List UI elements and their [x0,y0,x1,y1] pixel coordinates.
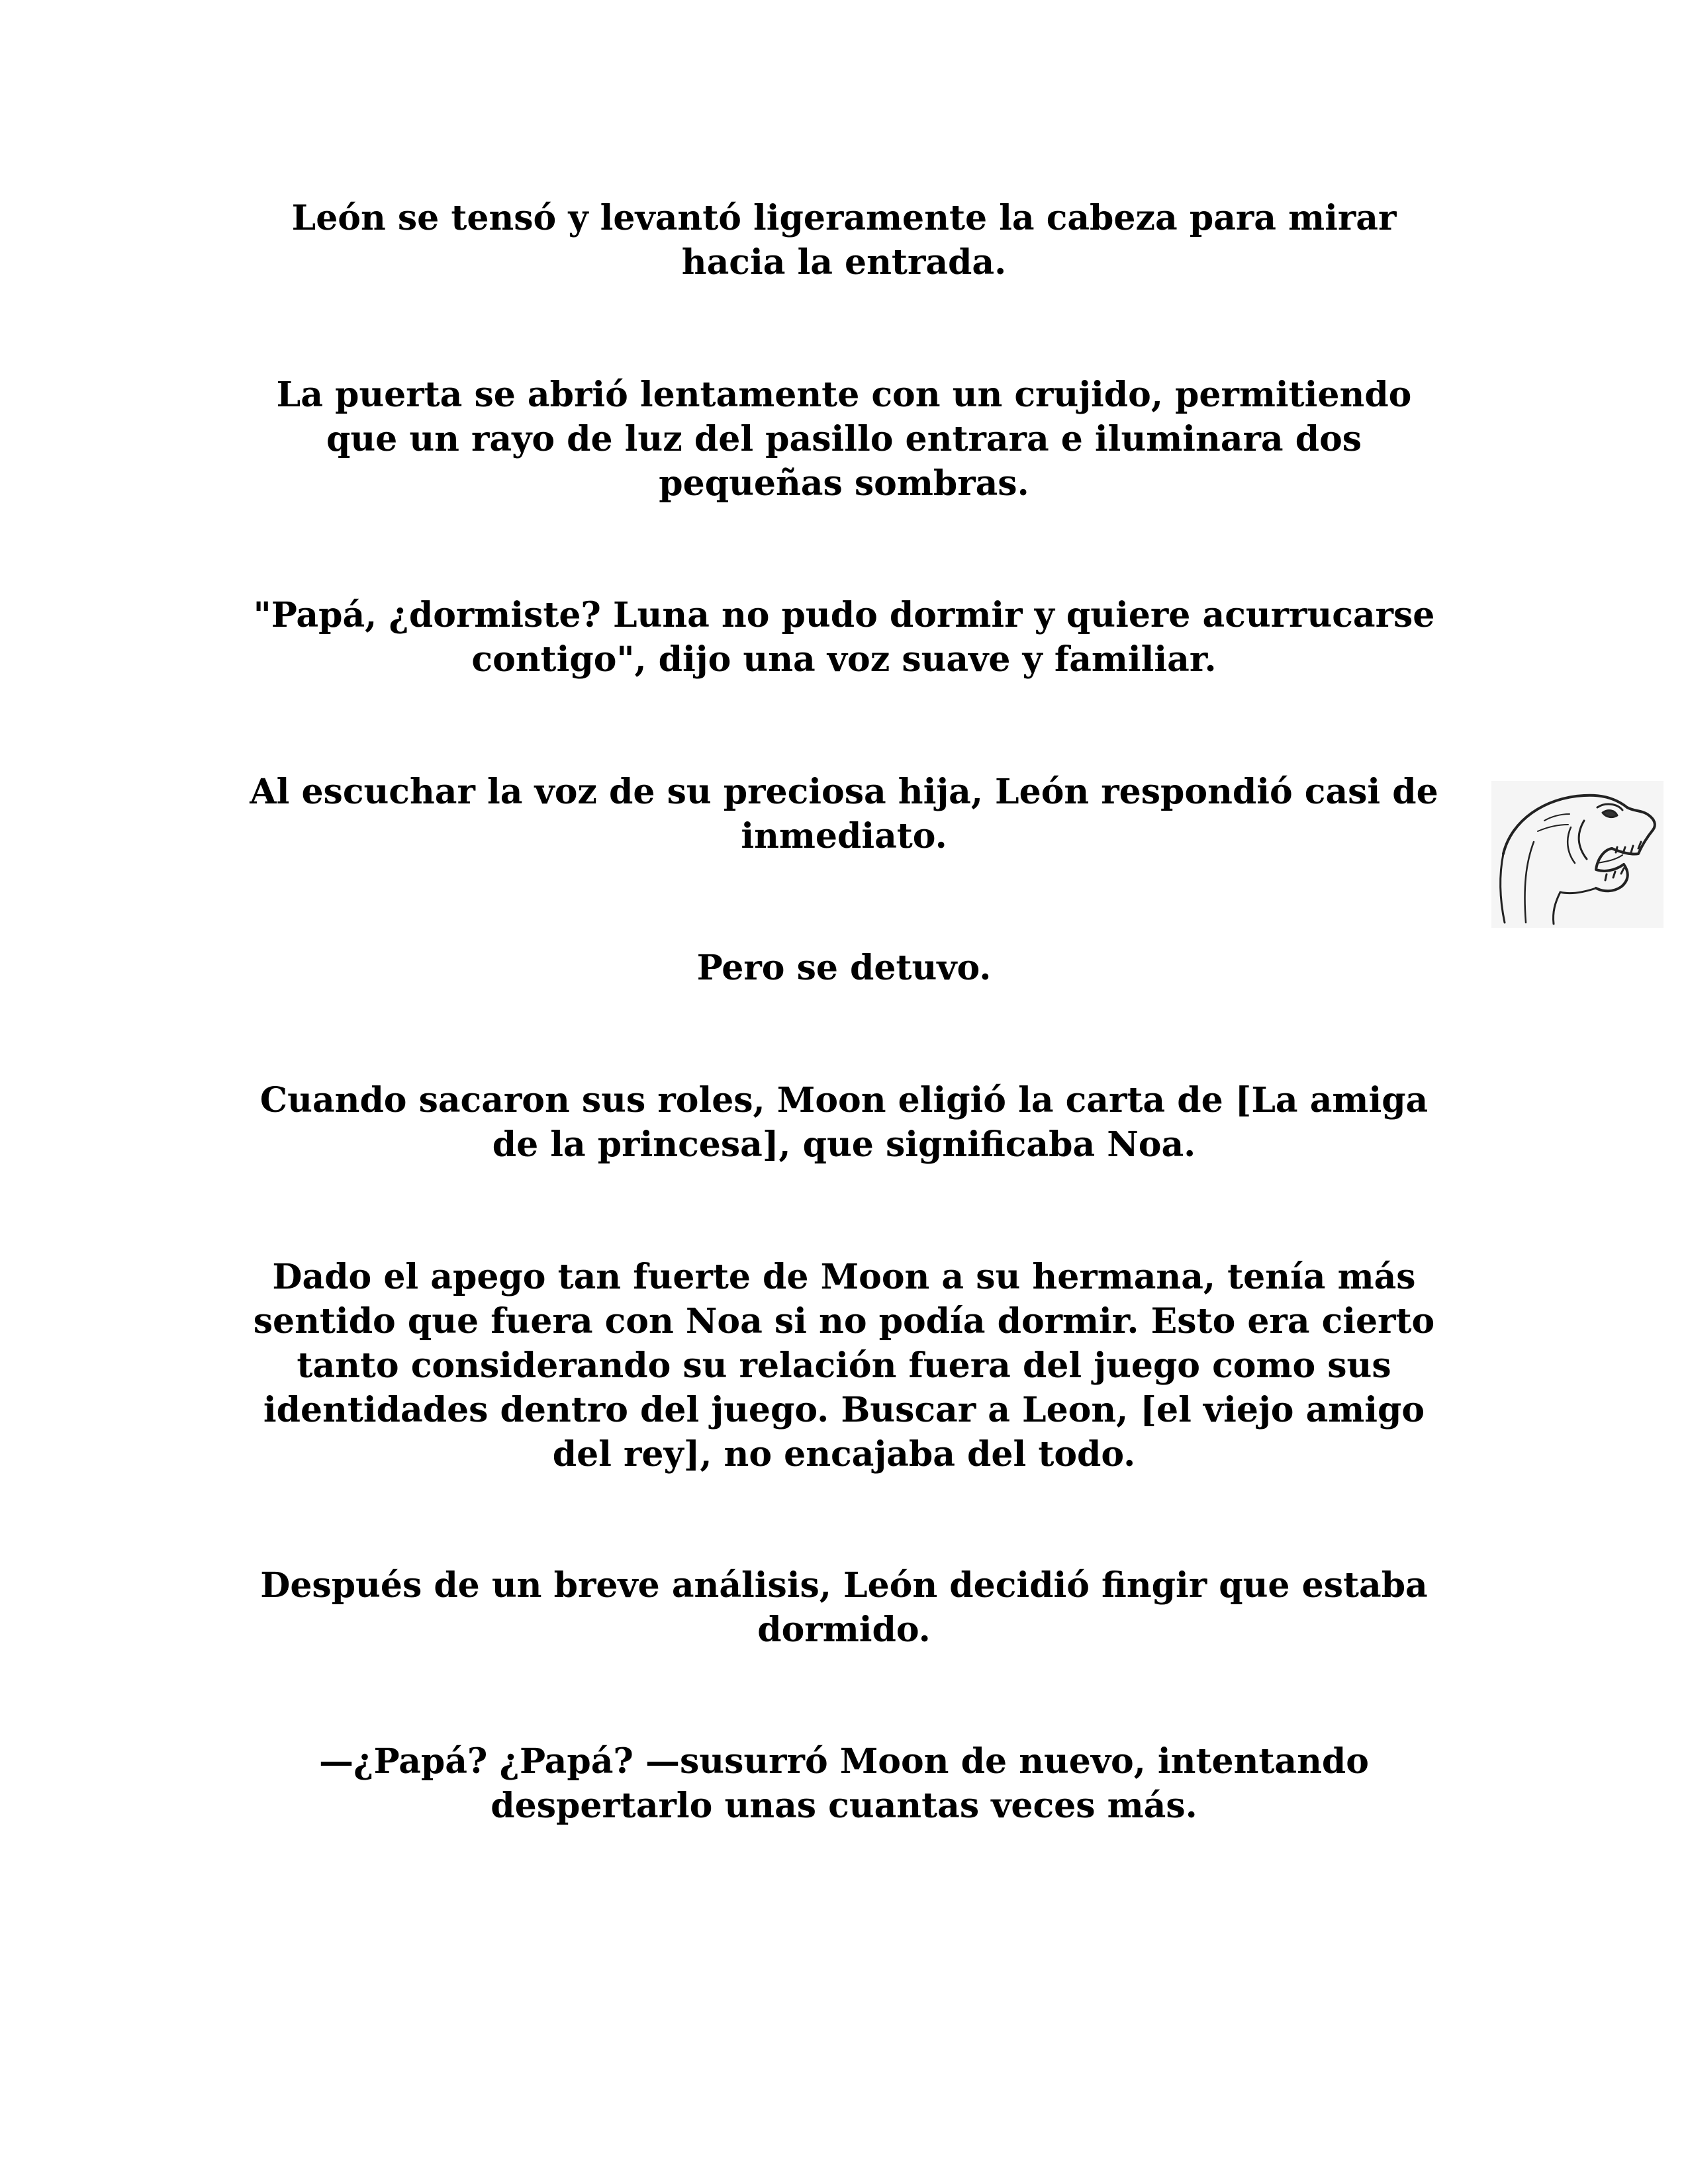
paragraph-7: Dado el apego tan fuerte de Moon a su hermana, tenía más sentido que fuera con Noa si no podía dormir. Esto era cierto tanto considerando su relación fuera del juego como sus identidades dentro del juego. Buscar a Leon, [el viejo amigo del rey], no encajaba del todo. [253,1257,1435,1475]
paragraph-4: Al escuchar la voz de su preciosa hija, León respondió casi de inmediato. [250,772,1438,856]
dinosaur-head-sketch-icon [1491,781,1664,928]
paragraph-8: Después de un breve análisis, León decidió fingir que estaba dormido. [260,1565,1428,1650]
paragraph-9: —¿Papá? ¿Papá? —susurró Moon de nuevo, intentando despertarlo unas cuantas veces más. [319,1741,1369,1826]
paragraph-3: "Papá, ¿dormiste? Luna no pudo dormir y quiere acurrucarse contigo", dijo una voz suave y familiar. [253,595,1435,680]
paragraph-1: León se tensó y levantó ligeramente la cabeza para mirar hacia la entrada. [291,198,1397,283]
paragraph-2: La puerta se abrió lentamente con un crujido, permitiendo que un rayo de luz del pasillo entrara e iluminara dos pequeñas sombras. [276,375,1412,504]
paragraph-5: Pero se detuvo. [696,948,992,988]
paragraph-6: Cuando sacaron sus roles, Moon eligió la carta de [La amiga de la princesa], que significaba Noa. [259,1080,1429,1165]
